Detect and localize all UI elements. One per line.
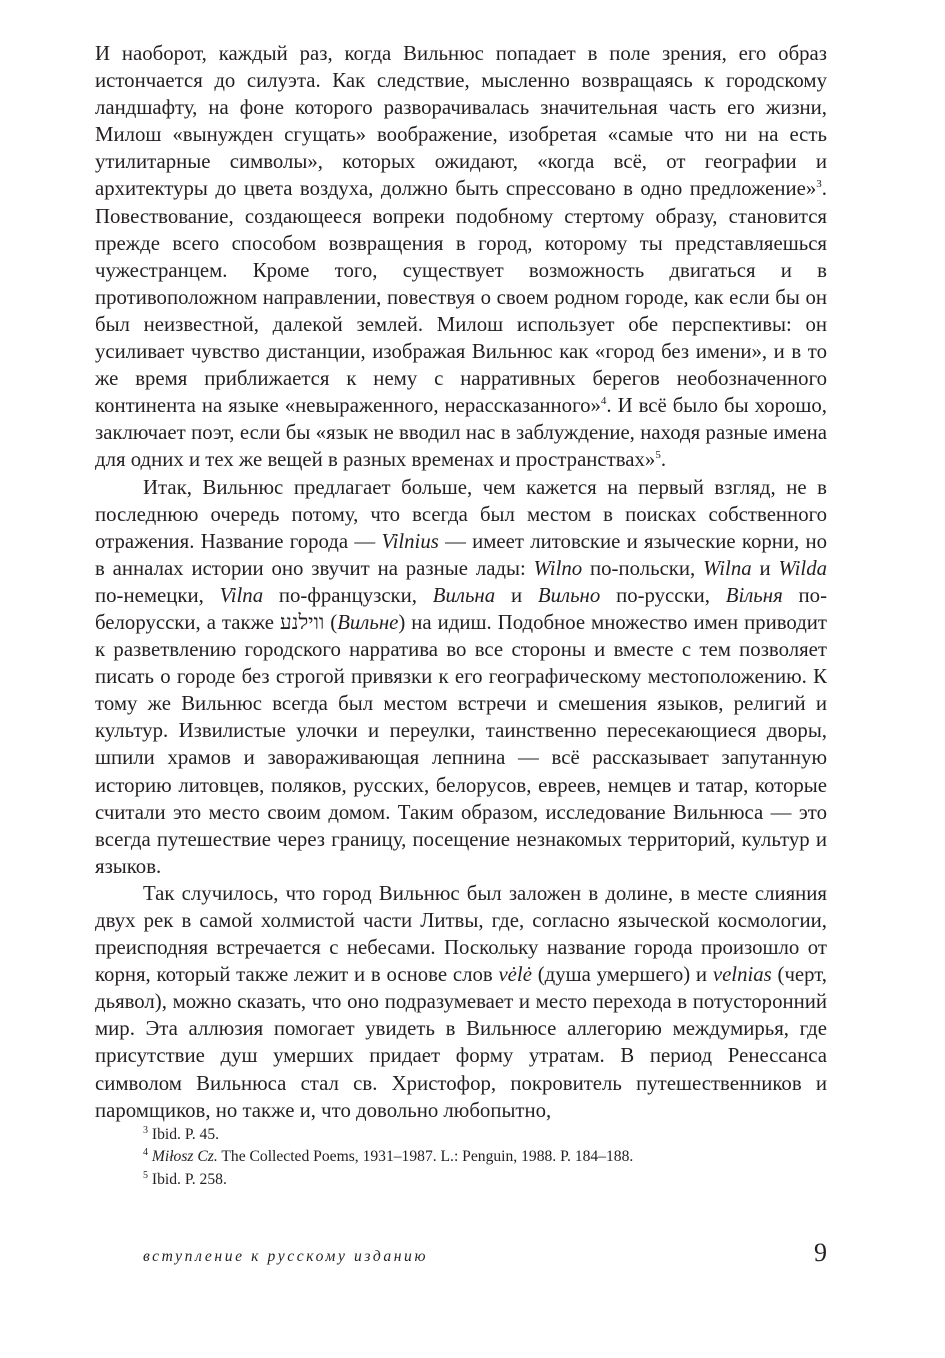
text-run: И наоборот, каждый раз, когда Вильнюс попадает в поле зрения, его образ истончается до силуэта. Как следствие, мысленно возвращаясь к городскому ландшафту, на фоне которого разворачивалась значительная часть его жизни, Милош «вынужден сгущать» воображение, изобретая «самые что ни на есть утилитарные символы», которых ожидают, «когда всё, от географии и архитектуры до цвета воздуха, должно быть спрессовано в одно предложение»: [95, 42, 827, 201]
text-run: по-французски,: [263, 583, 433, 607]
italic-term: velnias: [712, 963, 772, 987]
text-run: и: [751, 556, 779, 580]
footnote: [143, 1124, 827, 1146]
text-run: по-белорусски, а также ווילנע (: [95, 583, 828, 634]
text-run: Ibid. P. 258.: [151, 1170, 227, 1188]
italic-term: Вільня: [725, 583, 783, 607]
italic-term: Miłosz Cz.: [151, 1148, 218, 1166]
text-run: . И всё было бы хорошо, заключает поэт, если бы «язык не вводил нас в заблуждение, находя разные имена для одних и тех же вещей в разных временах и пространствах»: [95, 394, 827, 472]
text-run: Итак, Вильнюс предлагает больше, чем кажется на первый взгляд, не в последнюю очередь потому, что всегда был местом в поисках собственного отражения. Название города —: [95, 475, 827, 553]
footnote-ref: 4: [600, 395, 607, 408]
footnote-number: 3: [143, 1124, 148, 1136]
text-run: — имеет литовские и языческие корни, но в анналах истории оно звучит на разные лады:: [95, 529, 827, 580]
text-run: по-польски,: [582, 556, 704, 580]
running-head: вступление к русскому изданию: [143, 1248, 429, 1265]
italic-term: vėlė: [498, 963, 532, 987]
footnote-ref: 5: [655, 449, 661, 462]
footnote: [143, 1146, 827, 1168]
italic-term: Wilno: [533, 556, 583, 580]
italic-term: Вильне: [337, 610, 399, 634]
italic-term: Vilnius: [381, 529, 439, 553]
italic-term: Vilna: [219, 583, 264, 607]
text-run: Ibid. P. 45.: [151, 1126, 220, 1143]
text-run: (душа умершего) и: [531, 963, 713, 987]
footnotes: [143, 1124, 827, 1191]
text-run: по-русски,: [600, 583, 726, 607]
text-run: .: [660, 448, 667, 472]
paragraph: [95, 880, 827, 1124]
text-run: ) на идиш. Подобное множество имен приводит к разветвлению городского нарратива во все стороны и вместе с тем позволяет писать о городе без строгой привязки к его географическому местоположению. К тому же Вильнюс всегда был местом встречи и смешения языков, религий и культур. Извилистые улочки и переулки, таинственно пересекающиеся дворы, шпили храмов и завораживающая лепнина — всё рассказывает запутанную историю литовцев, поляков, русских, белорусов, евреев, немцев и татар, которые считали это место своим домом. Таким образом, исследование Вильнюса — это всегда путешествие через границу, посещение незнакомых территорий, культур и языков.: [95, 610, 828, 878]
footnote: [143, 1169, 827, 1191]
text-run: Так случилось, что город Вильнюс был заложен в долине, в месте слияния двух рек в самой холмистой части Литвы, где, согласно языческой космологии, преисподняя встречается с небесами. Поскольку название города произошло от корня, который также лежит и в основе слов: [95, 881, 827, 987]
page-number: 9: [814, 1238, 827, 1267]
main-text: [95, 40, 827, 1124]
footnote-number: 5: [143, 1169, 148, 1181]
text-run: (черт, дьявол), можно сказать, что оно подразумевает и место перехода в потусторонний мир. Эта аллюзия помогает увидеть в Вильнюсе аллегорию междумирья, где присутствие душ умерших придает форму утратам. В период Ренессанса символом Вильнюса стал св. Христофор, покровитель путешественников и паромщиков, но также и, что довольно любопытно,: [95, 963, 828, 1122]
text-run: The Collected Poems, 1931–1987. L.: Penguin, 1988. P. 184–188.: [217, 1148, 634, 1166]
footnote-ref: 3: [816, 178, 822, 191]
italic-term: Вильна: [432, 583, 496, 607]
italic-term: Wilna: [703, 556, 752, 580]
paragraph: [95, 40, 827, 474]
text-run: . Повествование, создающееся вопреки подобному стертому образу, становится прежде всего способом возвращения в город, которому ты представляешься чужестранцем. Кроме того, существует возможность двигаться и в противоположном направлении, повествуя о своем родном городе, как если бы он был неизвестной, далекой землей. Милош использует обе перспективы: он усиливает чувство дистанции, изображая Вильнюс как «город без имени», и в то же время приближается к нему с нарративных берегов необозначенного континента на языке «невыраженного, нерассказанного»: [95, 177, 827, 418]
footnote-number: 4: [143, 1147, 148, 1159]
italic-term: Вильно: [537, 583, 601, 607]
italic-term: Wilda: [778, 556, 827, 580]
paragraph: [95, 474, 827, 880]
text-run: и: [495, 583, 538, 607]
text-run: по-немецки,: [95, 583, 220, 607]
